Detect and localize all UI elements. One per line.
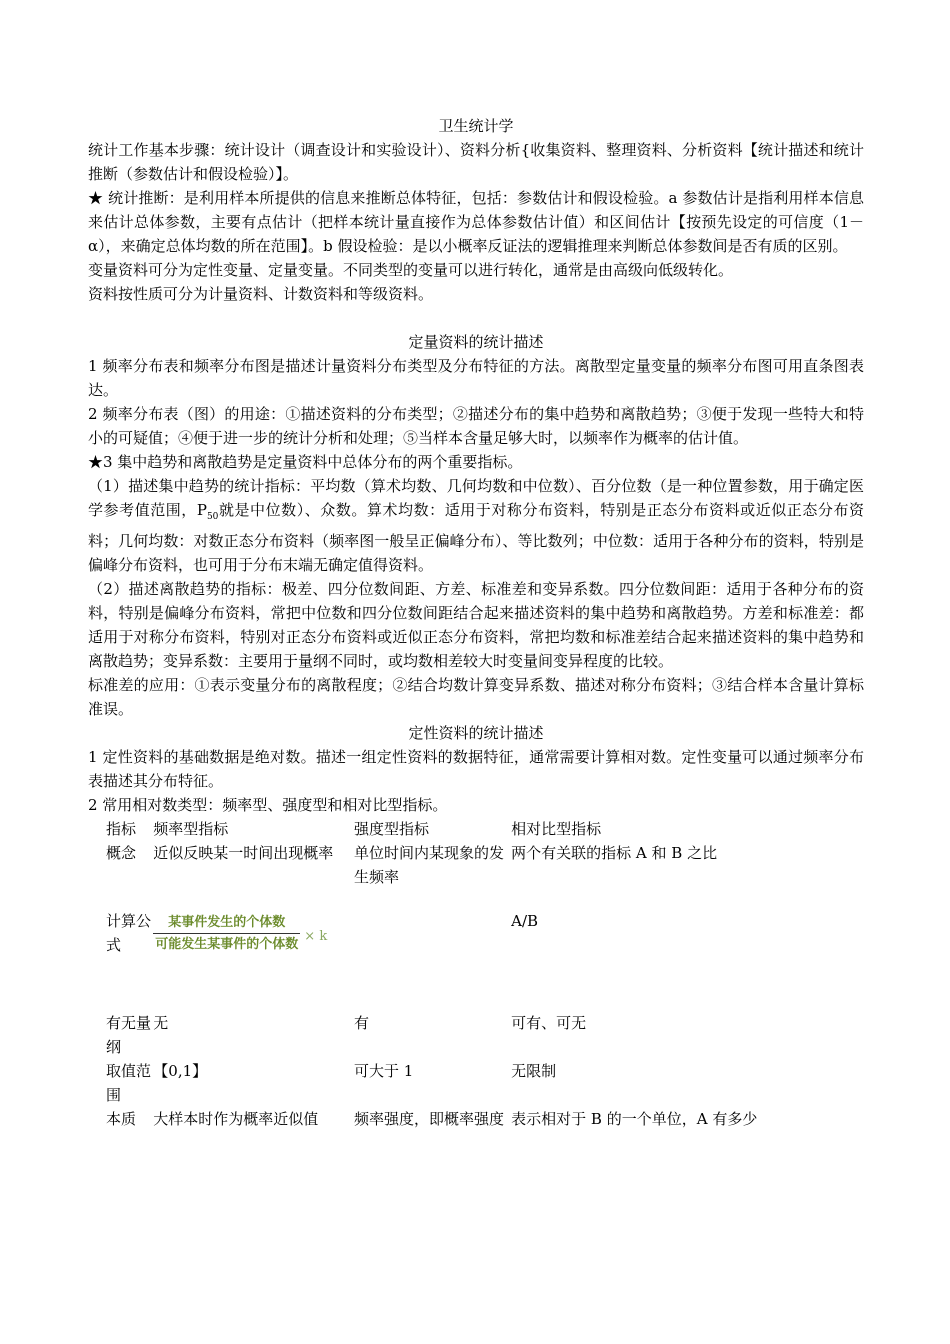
table-cell: 近似反映某一时间出现概率	[153, 844, 334, 862]
paragraph-steps: 统计工作基本步骤：统计设计（调查设计和实验设计）、资料分析{收集资料、整理资料、分析资料【统计描述和统计推断（参数估计和假设检验）】。	[88, 141, 864, 183]
table-cell: 频率强度，即概率强度	[354, 1110, 505, 1128]
paragraph-central-tendency: （1）描述集中趋势的统计指标：平均数（算术均数、几何均数和中位数）、百分位数（是一种位置参数，用于确定医学参考值范围，$P_{50}$就是中位数）、众数。算术均数：适用于对称分布资料，特别是正态分布资料或近似正态分布资料；几何均数：对数正态分布资料（频率图一般呈正偏峰分布）、等比数列；中位数：适用于各种分布的资料，特别是偏峰分布资料，也可用于分布末端无确定值得资料。	[88, 477, 864, 574]
table-cell: 可大于 1	[354, 1062, 414, 1080]
paragraph-data-types: 资料按性质可分为计量资料、计数资料和等级资料。	[88, 285, 434, 303]
table-header-cell: 频率型指标	[153, 820, 229, 838]
section-title-quantitative: 定量资料的统计描述	[408, 333, 544, 351]
table-row-formula	[106, 889, 864, 1011]
paragraph-freq-table: 1 频率分布表和频率分布图是描述计量资料分布类型及分布特征的方法。离散型定量变量的频率分布图可用直条图表达。	[88, 357, 864, 399]
paragraph-relative-types: 2 常用相对数类型：频率型、强度型和相对比型指标。	[88, 796, 448, 814]
paragraph-dispersion: （2）描述离散趋势的指标：极差、四分位数间距、方差、标准差和变异系数。四分位数间距：适用于各种分布的资料，特别是偏峰分布资料，常把中位数和四分位数间距结合起来描述资料的集中趋势和离散趋势。方差和标准差：都适用于对称分布资料，特别对正态分布资料或近似正态分布资料，常把均数和标准差结合起来描述资料的集中趋势和离散趋势；变异系数：主要用于量纲不同时，或均数相差较大时变量间变异程度的比较。	[88, 580, 864, 670]
paragraph-sd-uses: 标准差的应用：①表示变量分布的离散程度；②结合均数计算变异系数、描述对称分布资料；③结合样本含量计算标准误。	[88, 676, 864, 718]
table-cell: 概念	[106, 844, 137, 862]
paragraph-variables: 变量资料可分为定性变量、定量变量。不同类型的变量可以进行转化，通常是由高级向低级转化。	[88, 261, 734, 279]
relative-number-table	[106, 817, 864, 1131]
table-row-dimension	[106, 1011, 864, 1059]
document-page	[88, 114, 864, 1131]
table-cell: A/B	[511, 912, 539, 930]
formula-fraction	[153, 913, 300, 956]
table-row-header	[106, 817, 864, 841]
section-title-qualitative: 定性资料的统计描述	[408, 724, 544, 742]
table-cell: 单位时间内某现象的发生频率	[354, 844, 505, 886]
table-cell: 【0,1】	[153, 1062, 208, 1080]
paragraph-freq-uses: 2 频率分布表（图）的用途：①描述资料的分布类型；②描述分布的集中趋势和离散趋势；③便于发现一些特大和特小的可疑值；④便于进一步的统计分析和处理；⑤当样本含量足够大时，以频率作为概率的估计值。	[88, 405, 864, 447]
table-cell: 有	[354, 1014, 370, 1032]
table-cell: 计算公式	[106, 912, 152, 954]
table-row-essence	[106, 1107, 864, 1131]
table-cell: 取值范围	[106, 1062, 152, 1104]
table-cell: 可有、可无	[511, 1014, 587, 1032]
table-header-cell: 相对比型指标	[511, 820, 602, 838]
table-cell: 两个有关联的指标 A 和 B 之比	[511, 844, 718, 862]
table-header-cell: 指标	[106, 820, 137, 838]
paragraph-central-dispersion: ★3 集中趋势和离散趋势是定量资料中总体分布的两个重要指标。	[88, 453, 523, 471]
table-cell-formula	[153, 889, 354, 1011]
table-row-range	[106, 1059, 864, 1107]
table-cell: 表示相对于 B 的一个单位，A 有多少	[511, 1110, 758, 1128]
table-cell: 有无量纲	[106, 1014, 152, 1056]
paragraph-inference: ★ 统计推断：是利用样本所提供的信息来推断总体特征，包括：参数估计和假设检验。a 参数估计是指利用样本信息来估计总体参数，主要有点估计（把样本统计量直接作为总体参数估计值）和区间估计【按预先设定的可信度（1－α），来确定总体均数的所在范围】。b 假设检验：是以小概率反证法的逻辑推理来判断总体参数间是否有质的区别。	[88, 189, 864, 255]
table-cell: 无限制	[511, 1062, 557, 1080]
formula-multiplier: × k	[304, 929, 328, 944]
table-cell: 无	[153, 1014, 169, 1032]
table-cell	[354, 889, 511, 1011]
spacer	[88, 306, 864, 330]
frequency-formula	[153, 913, 327, 957]
table-cell: 大样本时作为概率近似值	[153, 1110, 319, 1128]
table-cell: 本质	[106, 1110, 137, 1128]
formula-numerator: 某事件发生的个体数	[168, 915, 286, 930]
formula-denominator: 可能发生某事件的个体数	[153, 933, 300, 956]
table-row-concept	[106, 841, 864, 889]
document-title: 卫生统计学	[438, 117, 514, 135]
paragraph-absolute-numbers: 1 定性资料的基础数据是绝对数。描述一组定性资料的数据特征，通常需要计算相对数。定性变量可以通过频率分布表描述其分布特征。	[88, 748, 864, 790]
table-header-cell: 强度型指标	[354, 820, 430, 838]
